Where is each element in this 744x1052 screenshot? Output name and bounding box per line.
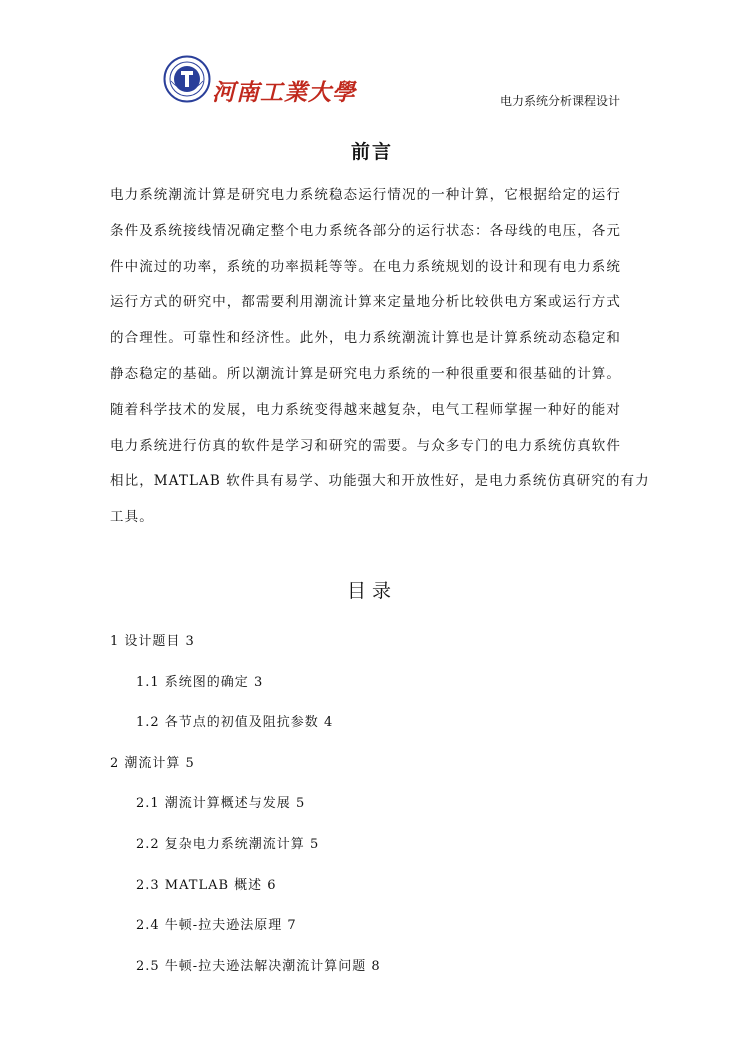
toc-entry[interactable]: 1.2 各节点的初值及阻抗参数 4 [136,715,334,731]
toc-entry[interactable]: 2.4 牛顿-拉夫逊法原理 7 [136,918,297,934]
paragraph-line: 静态稳定的基础。所以潮流计算是研究电力系统的一种很重要和很基础的计算。 [110,365,621,382]
toc-entry[interactable]: 2 潮流计算 5 [110,755,195,771]
paragraph-line: 条件及系统接线情况确定整个电力系统各部分的运行状态：各母线的电压，各元 [110,222,621,239]
toc-entry[interactable]: 2.2 复杂电力系统潮流计算 5 [136,836,320,852]
toc-entry[interactable]: 1.1 系统图的确定 3 [136,674,264,690]
preface-title: 前言 [350,141,393,163]
table-of-contents [110,630,636,995]
course-title: 电力系统分析课程设计 [500,94,621,108]
paragraph-line: 电力系统潮流计算是研究电力系统稳态运行情况的一种计算，它根据给定的运行 [110,187,621,203]
toc-entry[interactable]: 2.1 潮流计算概述与发展 5 [136,796,306,812]
paragraph-line: 电力系统进行仿真的软件是学习和研究的需要。与众多专门的电力系统仿真软件 [110,437,621,454]
toc-entry[interactable]: 2.5 牛顿-拉夫逊法解决潮流计算问题 8 [136,958,381,974]
university-seal-icon [163,55,211,103]
paragraph-line: 运行方式的研究中，都需要利用潮流计算来定量地分析比较供电方案或运行方式 [110,294,621,311]
paragraph-line: 的合理性。可靠性和经济性。此外，电力系统潮流计算也是计算系统动态稳定和 [110,330,621,347]
toc-entry[interactable]: 1 设计题目 3 [110,634,195,649]
university-logo-text: 河南工業大學 [212,79,356,106]
paragraph-line: 工具。 [110,509,154,526]
paragraph-line: 相比，MATLAB 软件具有易学、功能强大和开放性好，是电力系统仿真研究的有力 [110,473,650,490]
page-header [0,0,744,120]
preface-paragraph [110,183,650,541]
paragraph-line: 件中流过的功率，系统的功率损耗等等。在电力系统规划的设计和现有电力系统 [110,258,621,275]
toc-title: 目录 [346,580,397,602]
toc-entry[interactable]: 2.3 MATLAB 概述 6 [136,877,277,893]
paragraph-line: 随着科学技术的发展，电力系统变得越来越复杂，电气工程师掌握一种好的能对 [110,401,621,418]
